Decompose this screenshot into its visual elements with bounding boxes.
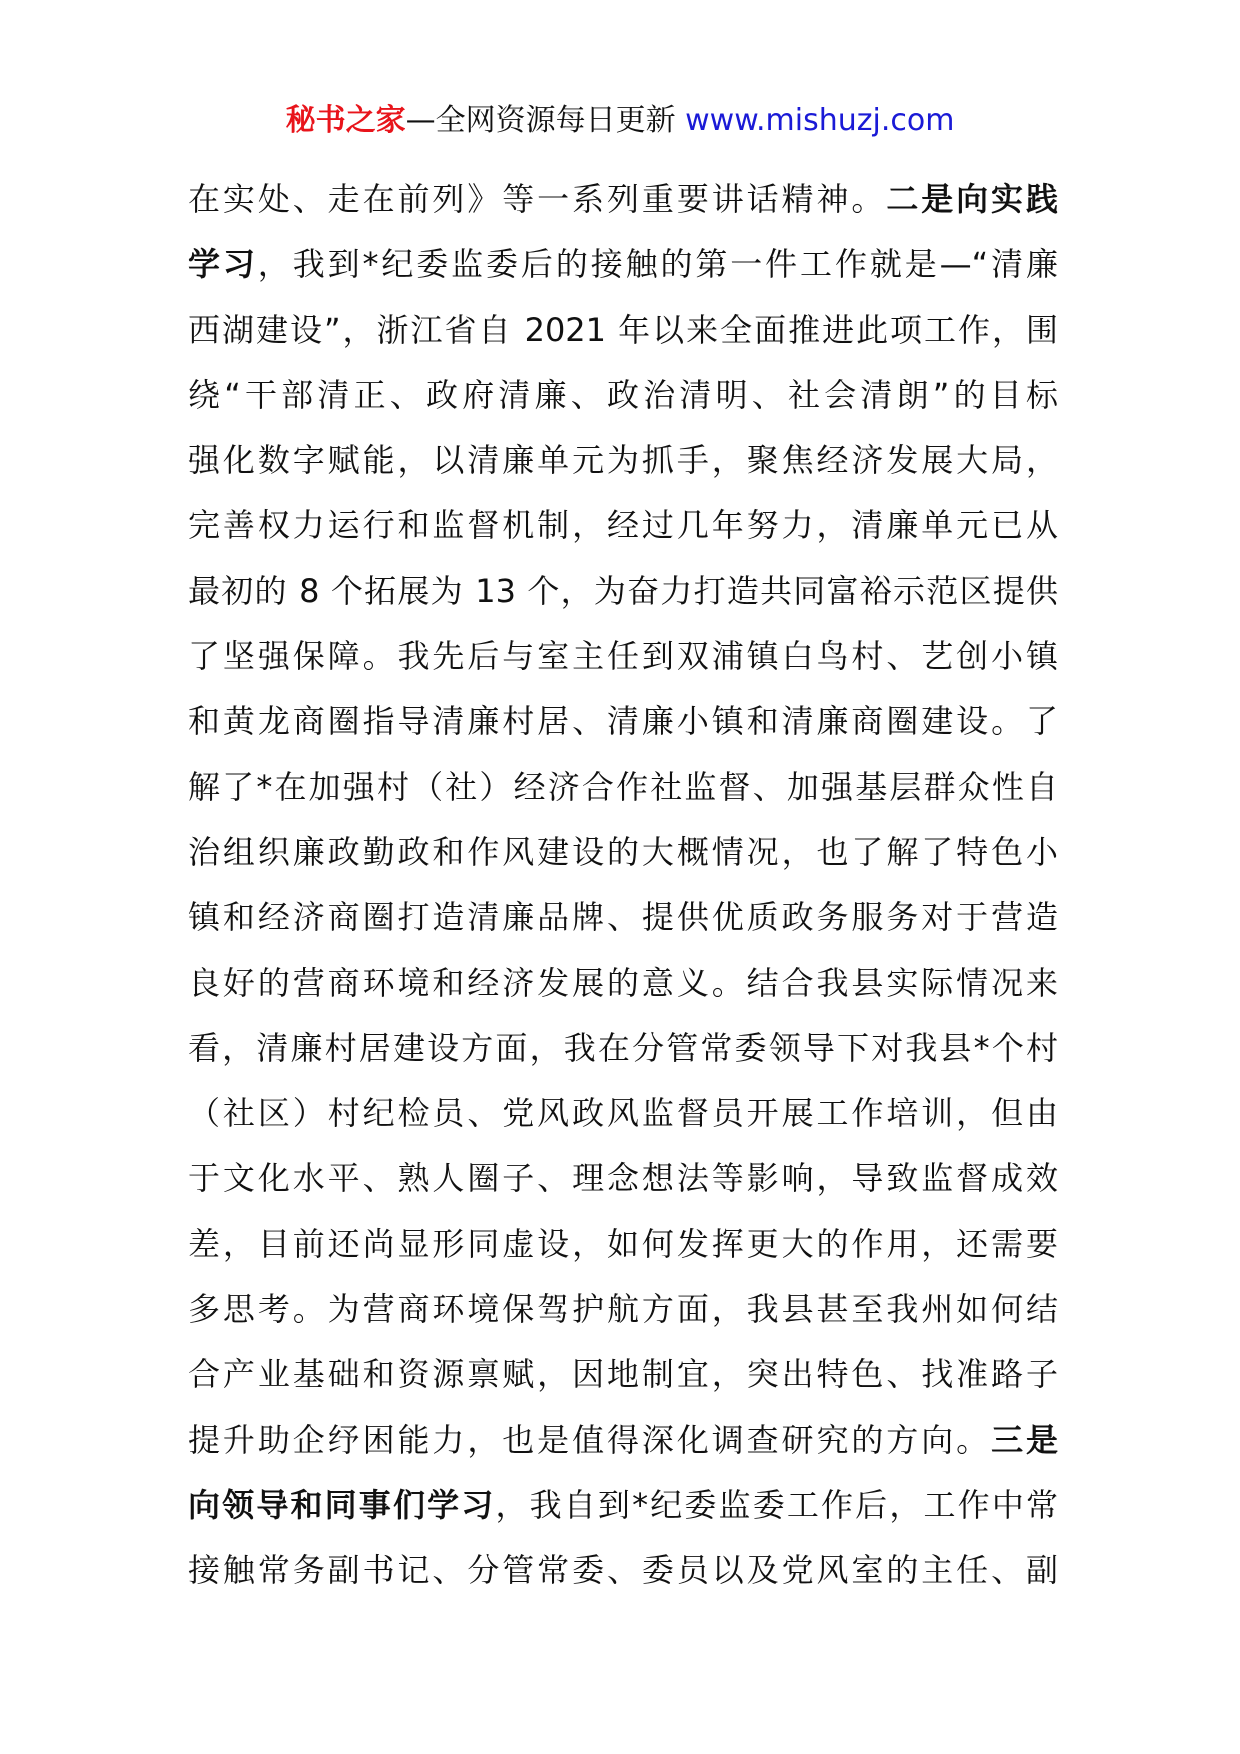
text-line [188, 1146, 1058, 1211]
body-text-segment: 了坚强保障。我先后与室主任到双浦镇白鸟村、艺创小镇 [188, 637, 1058, 676]
text-line [188, 689, 1058, 754]
body-text-segment: 合产业基础和资源禀赋，因地制宜，突出特色、找准路子 [188, 1355, 1058, 1394]
body-text-segment: 良好的营商环境和经济发展的意义。结合我县实际情况来 [188, 963, 1058, 1002]
bold-heading-text: 二是向实践 [886, 180, 1058, 218]
body-text-segment: ，我到*纪委监委后的接触的第一件工作就是—“清廉 [257, 245, 1058, 284]
text-line [188, 1081, 1058, 1146]
body-text-segment: 于文化水平、熟人圈子、理念想法等影响，导致监督成效 [188, 1159, 1058, 1198]
text-line [188, 624, 1058, 689]
body-text-segment: ，我自到*纪委监委工作后，工作中常 [495, 1485, 1058, 1524]
bold-heading-text: 学习 [188, 245, 258, 284]
bold-heading-text: 三是 [991, 1420, 1058, 1459]
text-line [188, 428, 1058, 493]
text-line [188, 1473, 1058, 1538]
text-line [188, 1408, 1058, 1473]
text-line [188, 1277, 1058, 1342]
body-text-segment: 和黄龙商圈指导清廉村居、清廉小镇和清廉商圈建设。了 [188, 702, 1058, 741]
body-text-segment: 差，目前还尚显形同虚设，如何发挥更大的作用，还需要 [188, 1224, 1058, 1263]
text-line [188, 1212, 1058, 1277]
body-text-segment: 接触常务副书记、分管常委、委员以及党风室的主任、副 [188, 1551, 1058, 1590]
text-line [188, 951, 1058, 1016]
site-header [0, 101, 1240, 141]
body-text-segment: 治组织廉政勤政和作风建设的大概情况，也了解了特色小 [188, 832, 1058, 871]
text-line [188, 885, 1058, 950]
body-text-segment: 提升助企纾困能力，也是值得深化调查研究的方向。 [188, 1420, 992, 1459]
body-text-segment: 西湖建设”，浙江省自 2021 年以来全面推进此项工作，围 [188, 310, 1058, 349]
text-line [188, 755, 1058, 820]
text-line [188, 820, 1058, 885]
body-text-segment: 强化数字赋能，以清廉单元为抓手，聚焦经济发展大局， [188, 441, 1058, 480]
body-text-segment: 看，清廉村居建设方面，我在分管常委领导下对我县*个村 [188, 1028, 1058, 1067]
body-text-segment: 解了*在加强村（社）经济合作社监督、加强基层群众性自 [188, 767, 1058, 806]
body-text-segment: 镇和经济商圈打造清廉品牌、提供优质政务服务对于营造 [188, 898, 1058, 937]
body-text-segment: 最初的 8 个拓展为 13 个，为奋力打造共同富裕示范区提供 [188, 571, 1058, 610]
text-line [188, 1538, 1058, 1603]
body-text-segment: 多思考。为营商环境保驾护航方面，我县甚至我州如何结 [188, 1290, 1058, 1329]
text-line [188, 167, 1058, 232]
text-line [188, 559, 1058, 624]
text-line [188, 232, 1058, 297]
body-text-segment: 完善权力运行和监督机制，经过几年努力，清廉单元已从 [188, 506, 1058, 545]
body-text-segment: 在实处、走在前列》等一系列重要讲话精神。 [188, 180, 887, 218]
site-tagline: —全网资源每日更新 [405, 103, 676, 138]
site-brand: 秘书之家 [285, 103, 406, 138]
body-text-segment: 绕“干部清正、政府清廉、政治清明、社会清朗”的目标 [188, 375, 1058, 414]
body-text-segment: （社区）村纪检员、党风政风监督员开展工作培训，但由 [188, 1094, 1058, 1133]
text-line [188, 493, 1058, 558]
text-line [188, 1016, 1058, 1081]
text-line [188, 298, 1058, 363]
text-line [188, 1342, 1058, 1407]
bold-heading-text: 向领导和同事们学习 [188, 1485, 496, 1524]
document-body [188, 167, 1058, 1604]
site-url[interactable]: www.mishuzj.com [685, 103, 955, 138]
text-line [188, 363, 1058, 428]
